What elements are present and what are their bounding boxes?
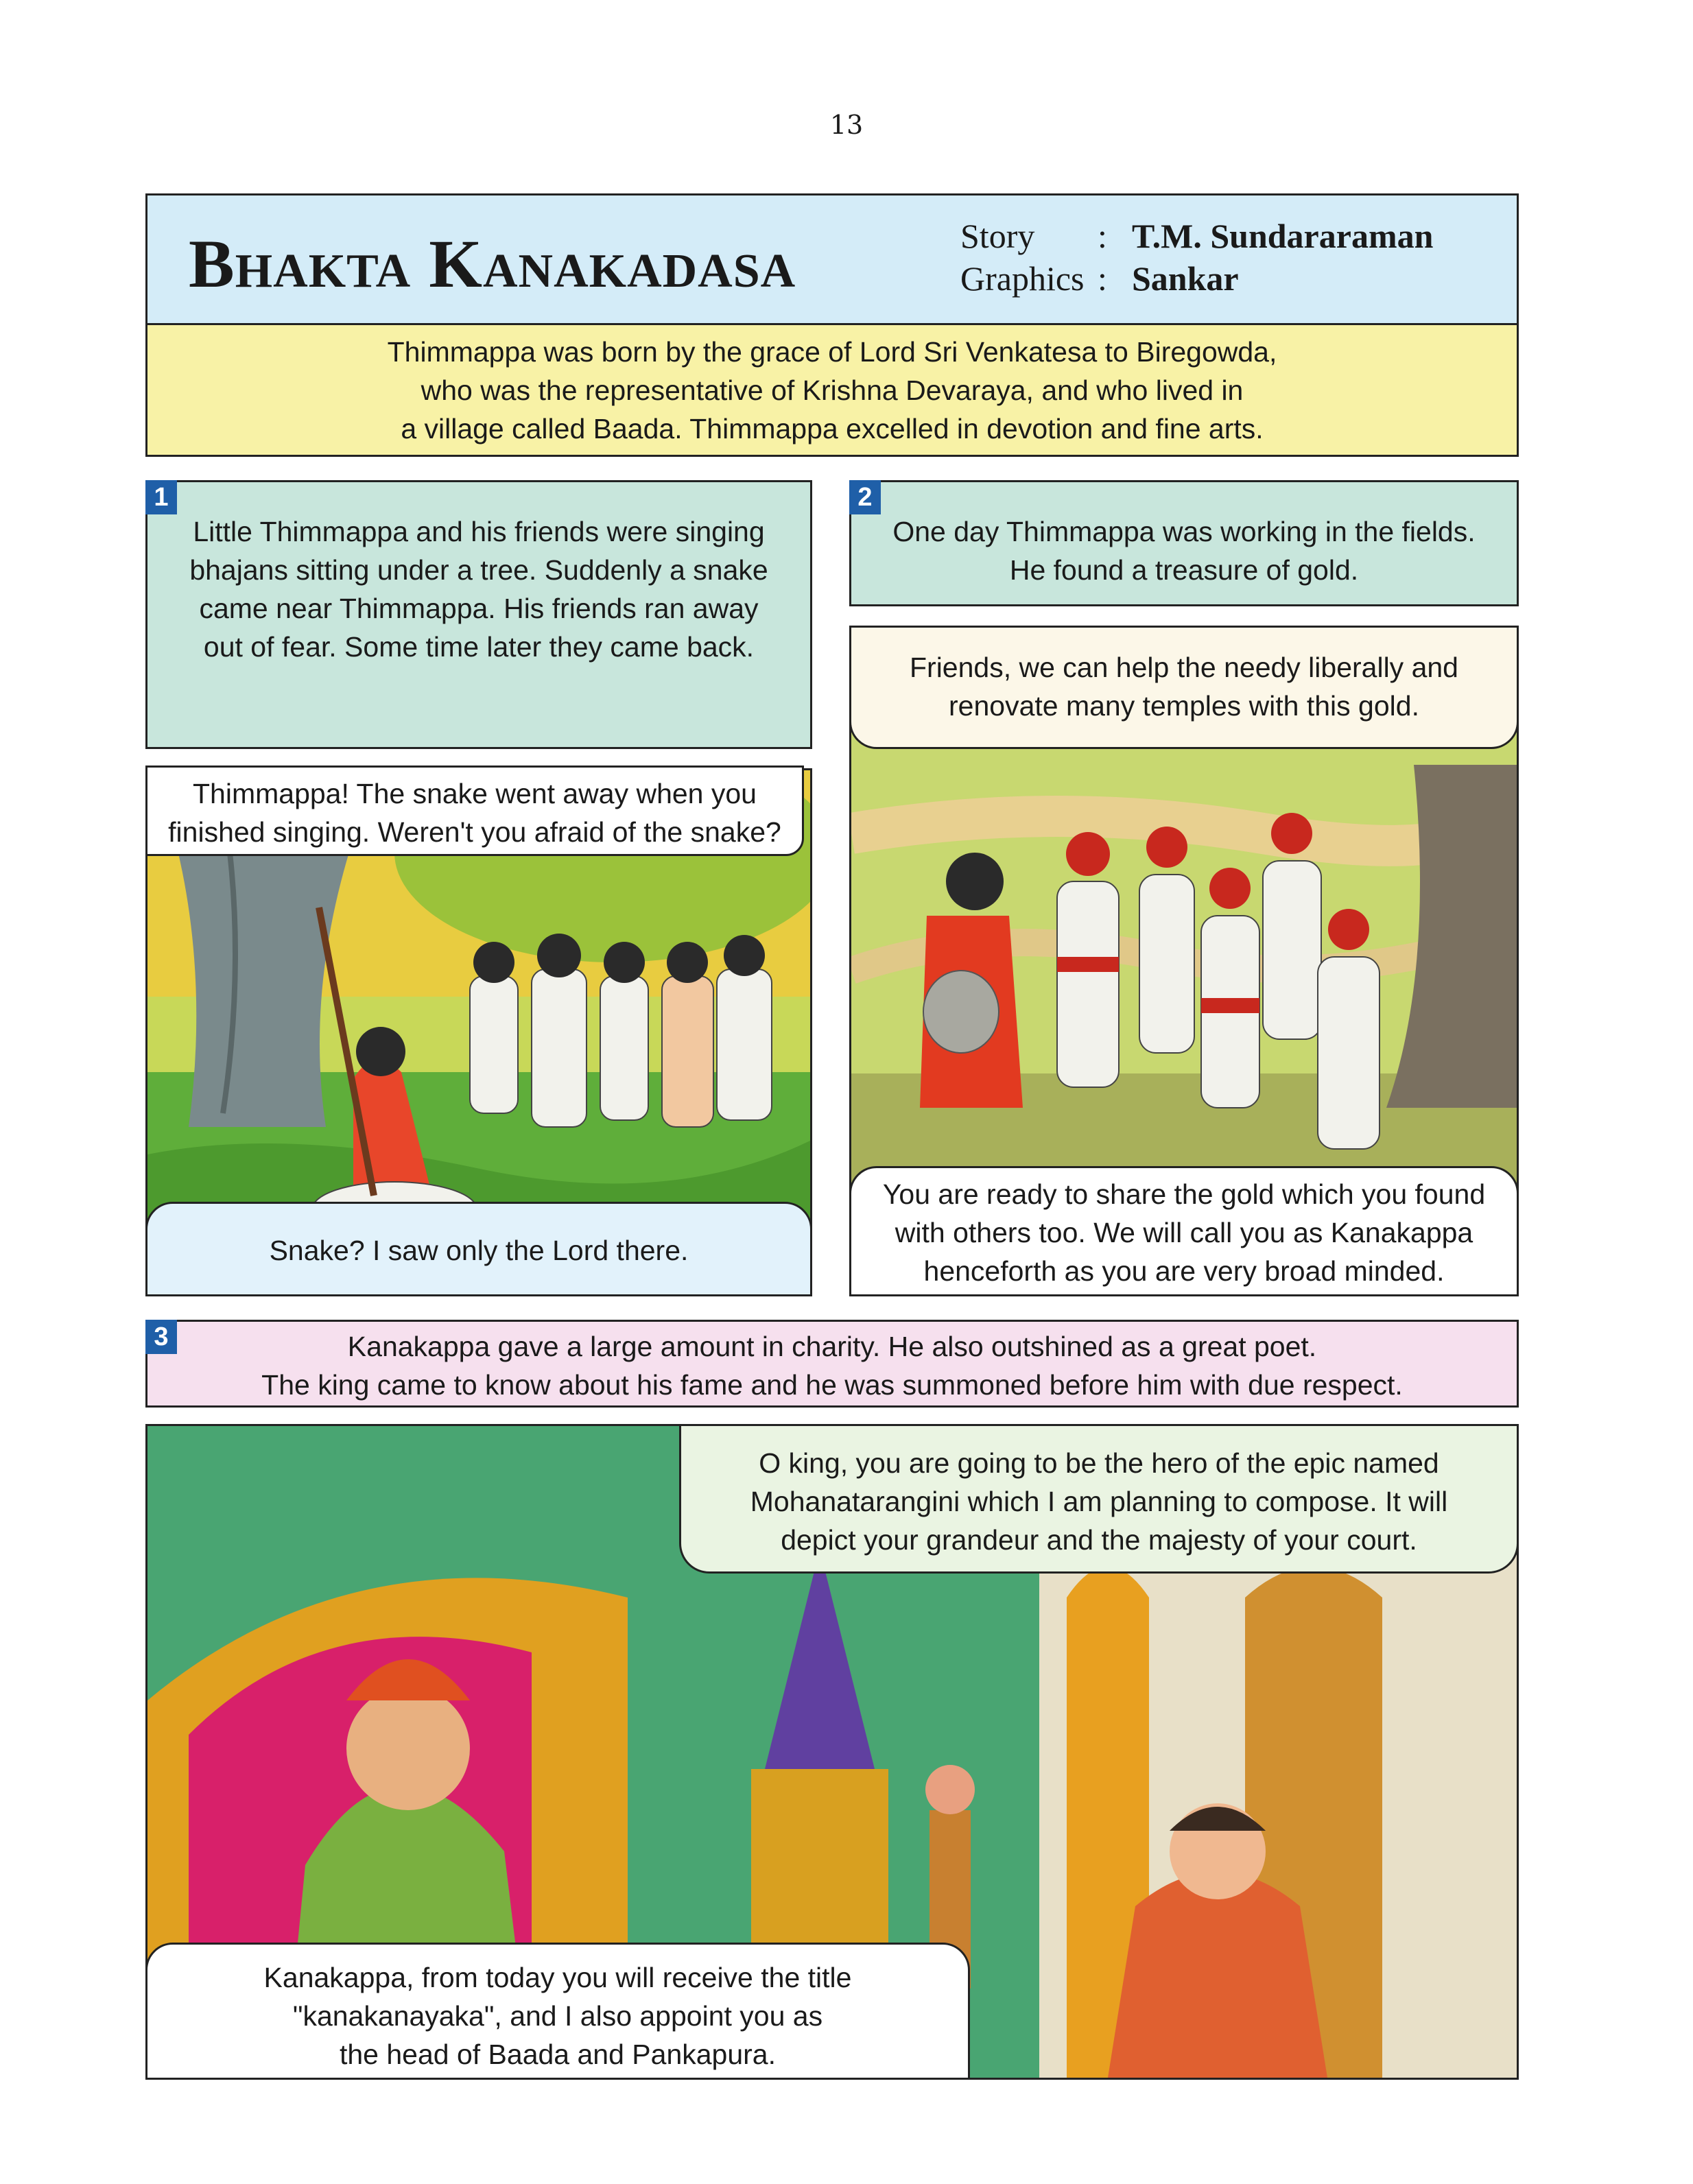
- panel2-speech-top: [849, 626, 1519, 749]
- caption-line: One day Thimmappa was working in the fields.: [892, 516, 1476, 547]
- credits: [960, 215, 1433, 300]
- title-block: [145, 193, 1519, 325]
- speech-line: O king, you are going to be the hero of the epic named: [759, 1447, 1439, 1479]
- speech-line: Thimmappa! The snake went away when you: [193, 778, 757, 809]
- speech-line: "kanakanayaka", and I also appoint you as: [292, 2000, 823, 2032]
- panel3-speech-bottom: [145, 1943, 970, 2080]
- panel1-caption: [145, 480, 812, 749]
- panel2-caption: [849, 480, 1519, 606]
- speech-line: with others too. We will call you as Kanakappa: [895, 1217, 1473, 1248]
- speech-line: You are ready to share the gold which you found: [882, 1178, 1486, 1210]
- caption-line: out of fear. Some time later they came back.: [203, 631, 755, 663]
- intro-line: who was the representative of Krishna Devaraya, and who lived in: [421, 374, 1244, 406]
- panel3-number: 3: [145, 1320, 177, 1354]
- intro-caption: [145, 325, 1519, 457]
- graphics-separator: :: [1098, 259, 1107, 298]
- caption-line: bhajans sitting under a tree. Suddenly a snake: [189, 554, 768, 586]
- story-author: T.M. Sundararaman: [1132, 217, 1434, 255]
- speech-line: finished singing. Weren't you afraid of the snake?: [168, 816, 781, 848]
- panel1-number: 1: [145, 480, 177, 514]
- speech-line: the head of Baada and Pankapura.: [339, 2039, 777, 2070]
- story-separator: :: [1098, 217, 1107, 255]
- graphics-artist: Sankar: [1132, 259, 1239, 298]
- panel1-speech-top: [145, 765, 804, 856]
- caption-line: He found a treasure of gold.: [1009, 554, 1359, 586]
- caption-line: Little Thimmappa and his friends were singing: [193, 516, 765, 547]
- intro-line: a village called Baada. Thimmappa excelled in devotion and fine arts.: [401, 412, 1264, 444]
- panel3-caption: [145, 1320, 1519, 1408]
- panel1-speech-bottom: [145, 1202, 812, 1296]
- caption-line: came near Thimmappa. His friends ran away: [199, 593, 759, 624]
- page-title: Bhakta Kanakadasa: [189, 226, 796, 302]
- story-label: Story: [960, 217, 1035, 255]
- panel3-speech-top: [679, 1424, 1519, 1574]
- speech-line: Kanakappa, from today you will receive the title: [263, 1962, 852, 1993]
- panel2-number: 2: [849, 480, 881, 514]
- speech-line: Snake? I saw only the Lord there.: [269, 1235, 689, 1266]
- panel2-speech-bottom: [849, 1166, 1519, 1296]
- speech-line: Mohanatarangini which I am planning to compose. It will: [750, 1486, 1448, 1517]
- caption-line: The king came to know about his fame and he was summoned before him with due respect.: [261, 1369, 1403, 1401]
- speech-line: Friends, we can help the needy liberally and: [910, 652, 1458, 683]
- intro-line: Thimmappa was born by the grace of Lord Sri Venkatesa to Biregowda,: [387, 335, 1277, 368]
- caption-line: Kanakappa gave a large amount in charity. He also outshined as a great poet.: [347, 1331, 1317, 1362]
- speech-line: depict your grandeur and the majesty of your court.: [781, 1524, 1417, 1556]
- graphics-label: Graphics: [960, 259, 1085, 298]
- page-number: 13: [829, 110, 864, 140]
- speech-line: renovate many temples with this gold.: [949, 690, 1419, 722]
- speech-line: henceforth as you are very broad minded.: [923, 1255, 1445, 1287]
